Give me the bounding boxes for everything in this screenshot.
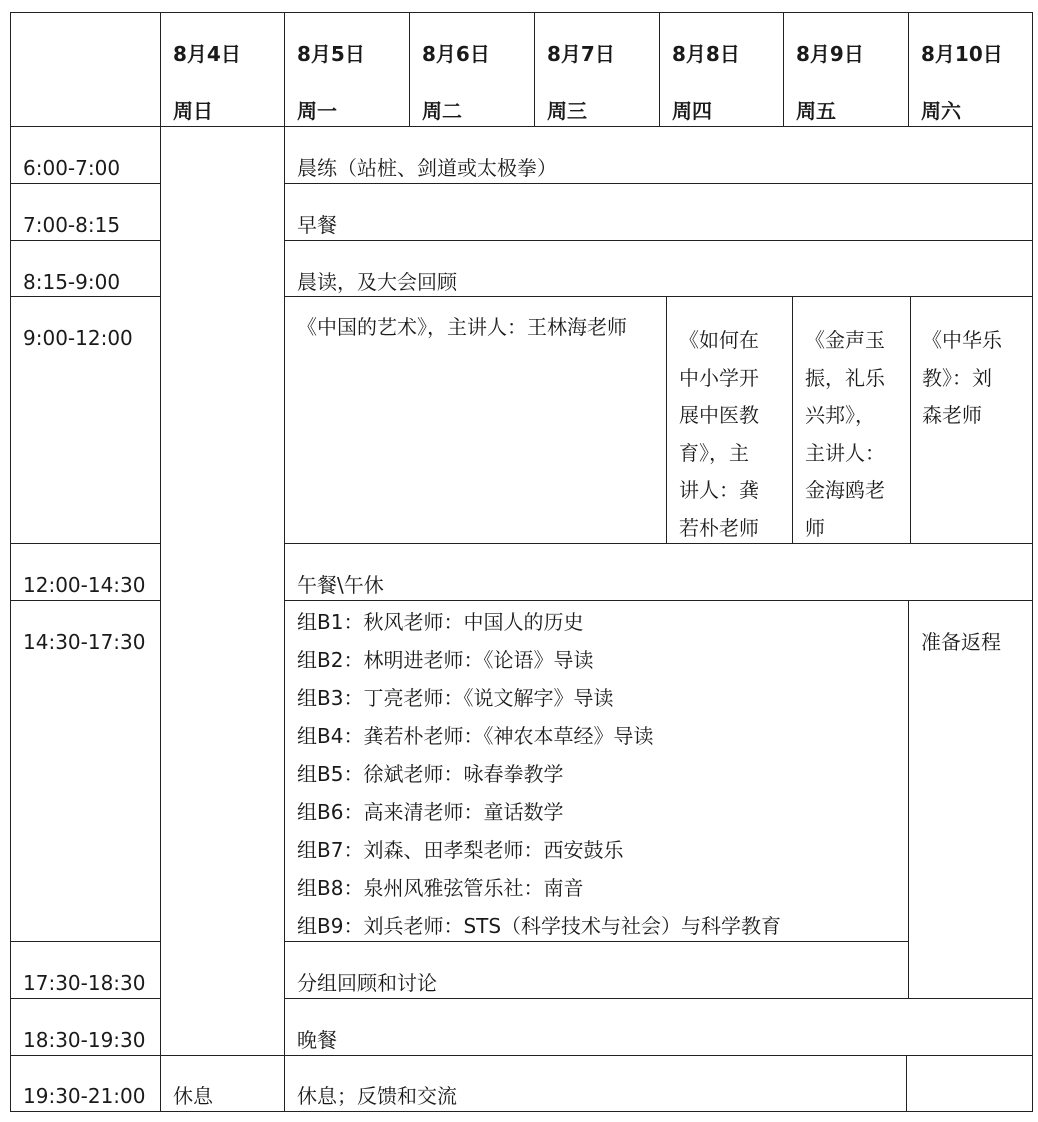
cell-group-review: 分组回顾和讨论 bbox=[297, 971, 437, 995]
col-line bbox=[659, 12, 660, 127]
time-slot: 18:30-19:30 bbox=[23, 1028, 146, 1052]
table-border-bottom bbox=[10, 1111, 1033, 1112]
header-date: 8月7日 bbox=[547, 42, 615, 66]
header-weekday: 周三 bbox=[547, 99, 587, 123]
list-item: 组B6：高来清老师：童话数学 bbox=[297, 800, 564, 824]
table-border-top bbox=[10, 12, 1033, 13]
header-weekday: 周六 bbox=[921, 99, 961, 123]
header-weekday: 周四 bbox=[672, 99, 712, 123]
time-slot: 17:30-18:30 bbox=[23, 971, 146, 995]
row-line bbox=[10, 183, 160, 184]
header-date: 8月4日 bbox=[173, 42, 241, 66]
header-date: 8月5日 bbox=[297, 42, 365, 66]
list-item: 组B2：林明进老师：《论语》导读 bbox=[297, 648, 594, 672]
header-date: 8月9日 bbox=[796, 42, 864, 66]
header-date: 8月10日 bbox=[921, 42, 1003, 66]
cell-line: 金海鸥老 bbox=[805, 478, 885, 502]
row-line bbox=[284, 998, 1033, 999]
header-weekday: 周二 bbox=[422, 99, 462, 123]
cell-line: 主讲人： bbox=[805, 440, 885, 465]
header-date: 8月8日 bbox=[672, 42, 740, 66]
cell-breakfast: 早餐 bbox=[297, 213, 337, 237]
col-line bbox=[910, 296, 911, 544]
cell-line: 兴邦》， bbox=[805, 403, 875, 427]
header-date: 8月6日 bbox=[422, 42, 490, 66]
list-item: 组B4：龚若朴老师：《神农本草经》导读 bbox=[297, 724, 654, 748]
cell-lecture-thursday bbox=[679, 322, 775, 547]
time-slot: 6:00-7:00 bbox=[23, 156, 121, 180]
header-bottom-line bbox=[10, 126, 1033, 127]
cell-lecture-main: 《中国的艺术》，主讲人：王林海老师 bbox=[297, 315, 627, 339]
row-line bbox=[284, 600, 1033, 601]
cell-line: 若朴老师 bbox=[679, 515, 759, 540]
col-line bbox=[409, 12, 410, 127]
cell-group-sessions bbox=[297, 603, 781, 945]
row-line bbox=[284, 296, 1033, 297]
table-border-right bbox=[1032, 12, 1033, 1112]
col-line bbox=[783, 12, 784, 127]
cell-lecture-friday bbox=[805, 322, 901, 547]
cell-line: 师 bbox=[805, 515, 825, 540]
cell-morning-exercise: 晨练（站桩、剑道或太极拳） bbox=[297, 156, 557, 180]
list-item: 组B3：丁亮老师：《说文解字》导读 bbox=[297, 686, 614, 710]
time-slot: 9:00-12:00 bbox=[23, 326, 133, 350]
row-line bbox=[10, 543, 160, 544]
cell-prepare-return: 准备返程 bbox=[921, 630, 1001, 654]
row-line bbox=[10, 941, 160, 942]
row-line bbox=[284, 183, 1033, 184]
header-weekday: 周五 bbox=[796, 99, 836, 123]
col-line bbox=[908, 600, 909, 999]
row-line bbox=[10, 240, 160, 241]
list-item: 组B7：刘森、田孝梨老师：西安鼓乐 bbox=[297, 838, 624, 862]
header-weekday: 周日 bbox=[173, 99, 213, 123]
col-line bbox=[534, 12, 535, 127]
cell-lecture-saturday bbox=[922, 322, 1018, 435]
list-item: 组B5：徐斌老师：咏春拳教学 bbox=[297, 762, 564, 786]
time-slot: 12:00-14:30 bbox=[23, 573, 146, 597]
row-line bbox=[284, 543, 1033, 544]
table-border-left bbox=[10, 12, 11, 1112]
cell-line: 育》，主 bbox=[679, 440, 749, 465]
cell-line: 《金声玉 bbox=[805, 328, 885, 352]
list-item: 组B1：秋风老师：中国人的历史 bbox=[297, 610, 584, 634]
cell-line: 振，礼乐 bbox=[805, 365, 885, 390]
time-slot: 14:30-17:30 bbox=[23, 630, 146, 654]
row-line bbox=[10, 600, 160, 601]
time-slot: 19:30-21:00 bbox=[23, 1084, 146, 1108]
col-line bbox=[160, 12, 161, 1112]
cell-line: 《中华乐 bbox=[922, 328, 1002, 352]
cell-sunday-evening: 休息 bbox=[173, 1084, 213, 1108]
cell-morning-reading: 晨读，及大会回顾 bbox=[297, 270, 457, 294]
cell-line: 中小学开 bbox=[679, 365, 759, 390]
col-line bbox=[908, 12, 909, 127]
row-line bbox=[10, 296, 160, 297]
row-line bbox=[284, 240, 1033, 241]
row-line bbox=[10, 1055, 1033, 1056]
cell-lunch: 午餐\午休 bbox=[297, 573, 384, 597]
cell-line: 教》：刘 bbox=[922, 365, 992, 390]
cell-line: 讲人：龚 bbox=[679, 478, 759, 502]
cell-line: 《如何在 bbox=[679, 328, 759, 352]
col-line bbox=[666, 296, 667, 544]
cell-line: 展中医教 bbox=[679, 403, 759, 427]
row-line bbox=[10, 998, 160, 999]
header-weekday: 周一 bbox=[297, 99, 337, 123]
col-line bbox=[906, 1055, 907, 1112]
time-slot: 8:15-9:00 bbox=[23, 270, 121, 294]
time-slot: 7:00-8:15 bbox=[23, 213, 121, 237]
cell-evening: 休息；反馈和交流 bbox=[297, 1084, 457, 1108]
col-line bbox=[284, 12, 285, 1112]
cell-line: 森老师 bbox=[922, 403, 982, 427]
list-item: 组B8：泉州风雅弦管乐社：南音 bbox=[297, 876, 584, 900]
cell-dinner: 晚餐 bbox=[297, 1028, 337, 1052]
list-item: 组B9：刘兵老师：STS（科学技术与社会）与科学教育 bbox=[297, 914, 782, 938]
col-line bbox=[792, 296, 793, 544]
